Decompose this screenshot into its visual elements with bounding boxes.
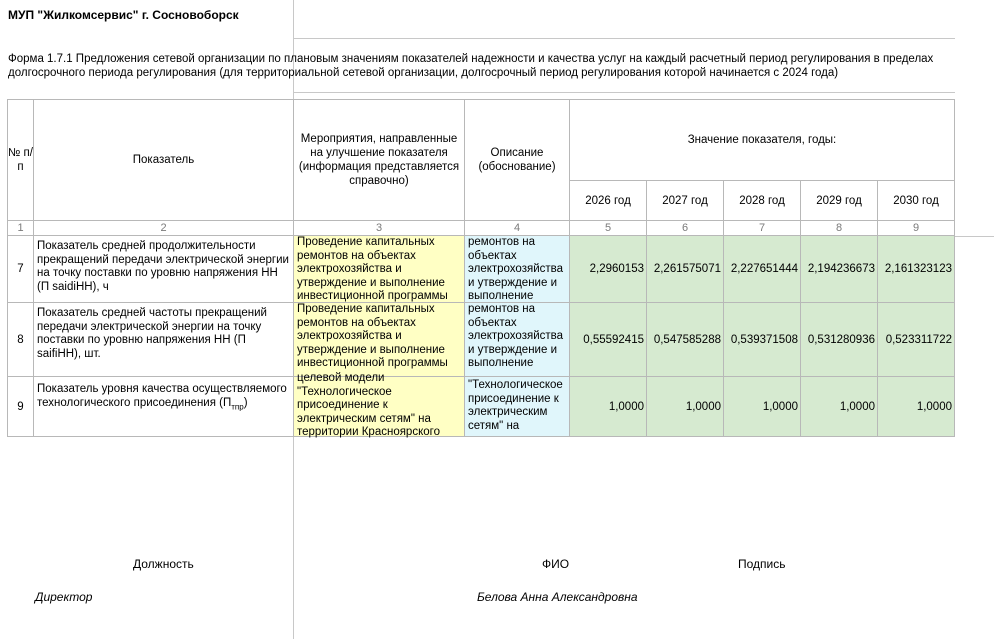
description-cell	[465, 303, 570, 377]
indicator-name-end: )	[243, 396, 248, 409]
column-number: 8	[801, 221, 878, 236]
value-cell: 0,523311722	[878, 303, 955, 377]
organization-title: МУП "Жилкомсервис" г. Сосновоборск	[8, 8, 239, 22]
indicator-name: Показатель средней частоты прекращений передачи электрической энергии на точку поставки по уровню напряжения НН (П saifiНН), шт.	[34, 303, 294, 377]
header-year: 2026 год	[570, 181, 647, 221]
header-measures: Мероприятия, направленные на улучшение показателя (информация представляется справочно)	[294, 100, 465, 221]
value-cell: 0,55592415	[570, 303, 647, 377]
header-year: 2028 год	[724, 181, 801, 221]
description-cell	[465, 377, 570, 437]
table-header-row	[8, 100, 955, 181]
sheet-gridline	[293, 92, 955, 93]
column-number: 7	[724, 221, 801, 236]
sheet-gridline	[293, 38, 955, 39]
column-number: 3	[294, 221, 465, 236]
value-cell: 0,547585288	[647, 303, 724, 377]
indicator-name	[34, 377, 294, 437]
value-cell: 1,0000	[878, 377, 955, 437]
value-cell: 2,161323123	[878, 236, 955, 303]
header-values-group: Значение показателя, годы:	[570, 100, 955, 181]
position-value: Директор	[35, 590, 93, 604]
description-cell	[465, 236, 570, 303]
value-cell: 2,2960153	[570, 236, 647, 303]
header-year: 2030 год	[878, 181, 955, 221]
indicator-name: Показатель средней продолжительности прекращений передачи электрической энергии на точку поставки по уровню напряжения НН (П saidiНН), ч	[34, 236, 294, 303]
row-number: 9	[8, 377, 34, 437]
row-number: 7	[8, 236, 34, 303]
position-label: Должность	[133, 557, 194, 571]
form-title: Форма 1.7.1 Предложения сетевой организации по плановым значениям показателей надежности и качества услуг на каждый расчетный период регулирования в пределах долгосрочного периода регулирования (для территориальной сетевой организации, долгосрочный период регулирования которой начинается с 2024 года)	[8, 53, 934, 79]
row-number: 8	[8, 303, 34, 377]
column-number: 9	[878, 221, 955, 236]
value-cell: 2,194236673	[801, 236, 878, 303]
description-text: ремонтов на объектах электрохозяйства и утверждение и выполнение	[468, 236, 564, 302]
measures-text: Проведение капитальных ремонтов на объектах электрохозяйства и утверждение и выполнение инвестиционной программы	[297, 303, 448, 369]
table-row	[8, 236, 955, 303]
column-number-row	[8, 221, 955, 236]
table-row	[8, 377, 955, 437]
indicator-name-text: Показатель уровня качества осуществляемого технологического присоединения (П	[37, 383, 287, 409]
value-cell: 0,539371508	[724, 303, 801, 377]
header-indicator: Показатель	[34, 100, 294, 221]
indicators-table	[7, 99, 955, 437]
value-cell: 0,531280936	[801, 303, 878, 377]
column-number: 2	[34, 221, 294, 236]
header-description: Описание (обоснование)	[465, 100, 570, 221]
table-row	[8, 303, 955, 377]
description-text: ремонтов на объектах электрохозяйства и утверждение и выполнение	[468, 303, 564, 369]
measures-cell	[294, 236, 465, 303]
measures-cell	[294, 372, 465, 438]
signature-label: Подпись	[738, 557, 786, 571]
value-cell: 1,0000	[570, 377, 647, 437]
measures-text: Проведение капитальных ремонтов на объектах электрохозяйства и утверждение и выполнение инвестиционной программы	[297, 236, 448, 302]
name-label: ФИО	[542, 557, 570, 571]
description-text: "Технологическое присоединение к электрическим сетям" на	[468, 379, 563, 432]
value-cell: 1,0000	[647, 377, 724, 437]
column-number: 5	[570, 221, 647, 236]
value-cell: 2,227651444	[724, 236, 801, 303]
column-number: 6	[647, 221, 724, 236]
indicator-subscript: тпр	[231, 401, 244, 411]
value-cell: 1,0000	[801, 377, 878, 437]
measures-cell	[294, 303, 465, 377]
column-number: 4	[465, 221, 570, 236]
name-value: Белова Анна Александровна	[477, 590, 638, 604]
column-number: 1	[8, 221, 34, 236]
header-year: 2029 год	[801, 181, 878, 221]
value-cell: 2,261575071	[647, 236, 724, 303]
header-year: 2027 год	[647, 181, 724, 221]
measures-text: целевой модели "Технологическое присоединение к электрическим сетям" на территории Красноярского	[297, 372, 440, 438]
value-cell: 1,0000	[724, 377, 801, 437]
header-num: № п/п	[8, 100, 34, 221]
